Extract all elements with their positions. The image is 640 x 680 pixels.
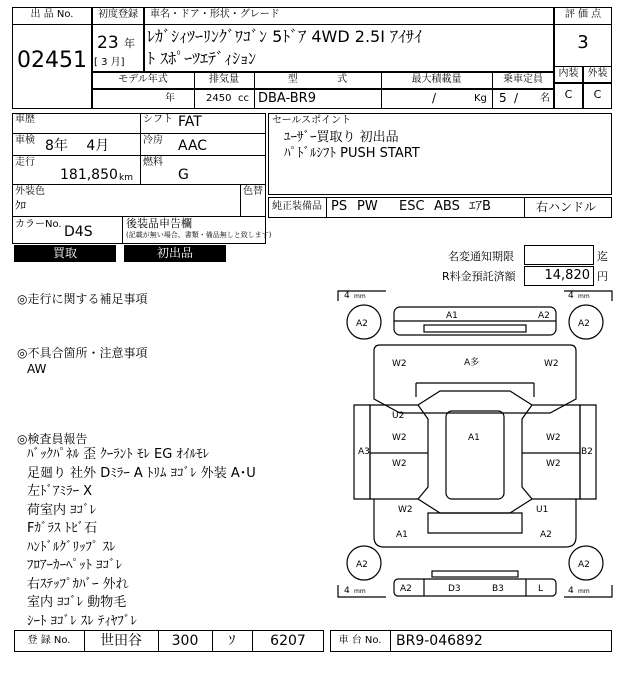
mark-left-door-rear: W2 (392, 459, 407, 469)
registration-number: 6207 (270, 633, 306, 649)
outer-color-label: 外装色 (15, 186, 45, 197)
name-change-label: 名変通知期限 (448, 250, 514, 263)
driving-notes-title: ◎走行に関する補足事項 (17, 292, 148, 306)
displacement-label: 排気量 (209, 74, 239, 85)
outer-color-value: ｸﾛ (15, 199, 26, 212)
equipment-item-esc: ESC (399, 199, 425, 214)
inspector-line: ﾊﾞｯｸﾊﾟﾈﾙ 歪 ｸｰﾗﾝﾄ ﾓﾚ EG ｵｲﾙﾓﾚ (27, 447, 209, 462)
inspector-line: ﾊﾝﾄﾞﾙｸﾞﾘｯﾌﾟ ｽﾚ (27, 540, 116, 555)
tire-tag-fl-unit: mm (354, 293, 366, 300)
capacity-label: 乗車定員 (503, 74, 543, 85)
mark-right-side: B2 (581, 447, 593, 457)
chassis-value: BR9-046892 (396, 633, 483, 649)
max-load-label: 最大積載量 (411, 74, 462, 85)
sales-point-line2: ﾊﾟﾄﾞﾙｼﾌﾄ PUSH START (284, 146, 420, 161)
color-no-label: カラーNo. (15, 219, 62, 230)
car-name-line1: ﾚｶﾞｼｨﾂｰﾘﾝｸﾞﾜｺﾞﾝ 5ﾄﾞｱ 4WD 2.5I ｱｲｻｲ (147, 27, 423, 46)
mark-front-bumper-right: A2 (538, 311, 550, 321)
shift-label: シフト (143, 114, 173, 125)
steering-value: 右ハンドル (536, 200, 597, 214)
mark-bonnet: A多 (464, 358, 480, 368)
inspection-label: 車検 (15, 135, 35, 146)
model-year-suffix: 年 (165, 93, 175, 104)
first-reg-year-unit: 年 (124, 37, 135, 50)
mileage-value: 181,850 (60, 167, 118, 183)
aftermarket-note: (記載が無い場合、書類・備品無しと致します) (126, 231, 272, 239)
interior-label: 内装 (558, 68, 579, 79)
capacity-sep: / (514, 91, 519, 105)
mark-tire-rr: A2 (578, 560, 590, 570)
mark-front-bumper-mid: A1 (446, 311, 458, 321)
load-unit: Kg (474, 93, 487, 104)
mark-right-door-front: W2 (546, 433, 561, 443)
tire-tag-rl: 4 (344, 586, 350, 596)
mark-roof: A1 (468, 433, 480, 443)
tire-tag-fr: 4 (568, 291, 574, 301)
mark-front-fender-right: W2 (544, 359, 559, 369)
inspector-line: ﾌﾛｱｰｶｰﾍﾟｯﾄ ﾖｺﾞﾚ (27, 558, 123, 573)
recycle-label: R料金預託済額 (442, 270, 516, 283)
first-reg-month: [ 3 月] (94, 57, 125, 68)
model-year-label: モデル年式 (118, 74, 168, 85)
mark-tire-rl: A2 (356, 560, 368, 570)
exterior-label: 外装 (587, 68, 608, 79)
inspector-line: 荷室内 ﾖｺﾞﾚ (27, 503, 97, 518)
recycle-value: 14,820 (544, 268, 590, 283)
inspector-line: 右ｽﾃｯﾌﾟｶﾊﾞｰ 外れ (27, 577, 129, 592)
registration-label: 登 録 No. (27, 635, 71, 646)
interior-value: C (564, 88, 573, 101)
capacity-unit: 名 (540, 93, 550, 104)
mark-rear-fender-left-a: A1 (396, 530, 408, 540)
lot-number-value: 02451 (17, 48, 87, 73)
mark-rear-bumper-d: D3 (448, 584, 461, 594)
tire-tag-fr-unit: mm (578, 293, 590, 300)
roof-outline (446, 411, 504, 499)
first-reg-year: 23 (97, 33, 119, 53)
recycle-unit: 円 (597, 270, 608, 283)
inspector-title: ◎検査員報告 (17, 432, 88, 446)
mileage-unit: km (119, 173, 133, 183)
inspector-line: 左ﾄﾞｱﾐﾗｰ X (27, 484, 93, 499)
registration-kana: ｿ (228, 633, 236, 649)
equipment-item-pw: PW (357, 199, 378, 214)
exterior-value: C (593, 88, 602, 101)
mark-rear-fender-right-u: U1 (536, 505, 549, 515)
bonnet-outline (374, 345, 576, 413)
aftermarket-label: 後装品申告欄 (126, 217, 192, 230)
fuel-value: G (178, 167, 189, 183)
defects-value: AW (27, 362, 47, 376)
sales-point-label: セールスポイント (272, 115, 352, 126)
name-change-box (524, 245, 594, 265)
name-change-unit: 迄 (597, 250, 608, 263)
mark-rear-bumper-left: A2 (400, 584, 412, 594)
mark-tire-fr: A2 (578, 319, 590, 329)
equipment-item-airbag: ｴｱB (469, 199, 491, 214)
inspector-line: ｼｰﾄ ﾖｺﾞﾚ ｽﾚ ﾃｨﾔﾌﾞﾚ (27, 614, 137, 629)
tire-tag-rl-unit: mm (354, 588, 366, 595)
inspector-line: Fｶﾞﾗｽ ﾄﾋﾞ石 (27, 521, 98, 536)
mileage-label: 走行 (15, 157, 35, 168)
color-change-label: 色替 (243, 186, 263, 197)
shift-value: FAT (178, 114, 202, 130)
right-doors-outline (522, 405, 580, 499)
registration-area: 世田谷 (100, 633, 142, 649)
model-label: 型 式 (287, 74, 348, 85)
equipment-label: 純正装備品 (272, 201, 322, 212)
score-label: 評 価 点 (564, 9, 602, 20)
tire-tag-fl: 4 (344, 291, 350, 301)
inspector-line: 足廻り 社外 Dﾐﾗｰ A ﾄﾘﾑ ﾖｺﾞﾚ 外装 A･U (27, 466, 256, 481)
mark-rear-fender-right: A2 (540, 530, 552, 540)
mark-rear-bumper-b: B3 (492, 584, 504, 594)
score-value: 3 (577, 32, 589, 53)
mark-left-side: A3 (358, 447, 370, 457)
load-value: / (432, 91, 437, 105)
mark-tire-fl: A2 (356, 319, 368, 329)
displacement-unit: cc (238, 93, 249, 104)
sales-point-line1: ﾕｰｻﾞｰ買取り 初出品 (284, 130, 399, 145)
tire-tag-rr: 4 (568, 586, 574, 596)
chassis-label: 車 台 No. (338, 635, 382, 646)
defects-title: ◎不具合箇所・注意事項 (17, 346, 148, 360)
registration-class: 300 (171, 633, 199, 649)
mark-left-door-front: W2 (392, 433, 407, 443)
rear-bumper-outline (394, 579, 556, 596)
capacity-value: 5 (499, 91, 507, 105)
color-no-value: D4S (64, 224, 93, 240)
model-value: DBA-BR9 (258, 91, 316, 106)
first-listing-badge: 初出品 (124, 245, 226, 262)
ac-value: AAC (178, 138, 208, 154)
first-reg-label: 初度登録 (98, 9, 138, 20)
equipment-item-ps: PS (331, 199, 348, 214)
mark-front-fender-left: W2 (392, 359, 407, 369)
inspector-line: 室内 ﾖｺﾞﾚ 動物毛 (27, 595, 127, 610)
mark-rear-bumper-right: L (538, 584, 544, 594)
inspection-value: 8年 4月 (45, 138, 110, 154)
purchase-badge: 買取 (14, 245, 116, 262)
displacement-value: 2450 (206, 93, 232, 104)
mark-rear-fender-left: W2 (398, 505, 413, 515)
mark-left-door-front-u: U2 (392, 411, 405, 421)
car-damage-diagram (336, 287, 614, 628)
ac-label: 冷房 (143, 135, 163, 146)
car-name-label: 車名・ドア・形状・グレード (150, 9, 280, 20)
equipment-item-abs: ABS (434, 199, 460, 214)
tire-tag-rr-unit: mm (578, 588, 590, 595)
car-name-line2: ﾄ ｽﾎﾟｰﾂｴﾃﾞｨｼｮﾝ (147, 49, 257, 68)
cabin-outline (418, 391, 532, 513)
history-label: 車歴 (15, 114, 35, 125)
lot-number-label: 出 品 No. (30, 9, 74, 20)
first-reg-label-cell (92, 7, 144, 25)
fuel-label: 燃料 (143, 157, 163, 168)
mark-right-door-rear: W2 (546, 459, 561, 469)
